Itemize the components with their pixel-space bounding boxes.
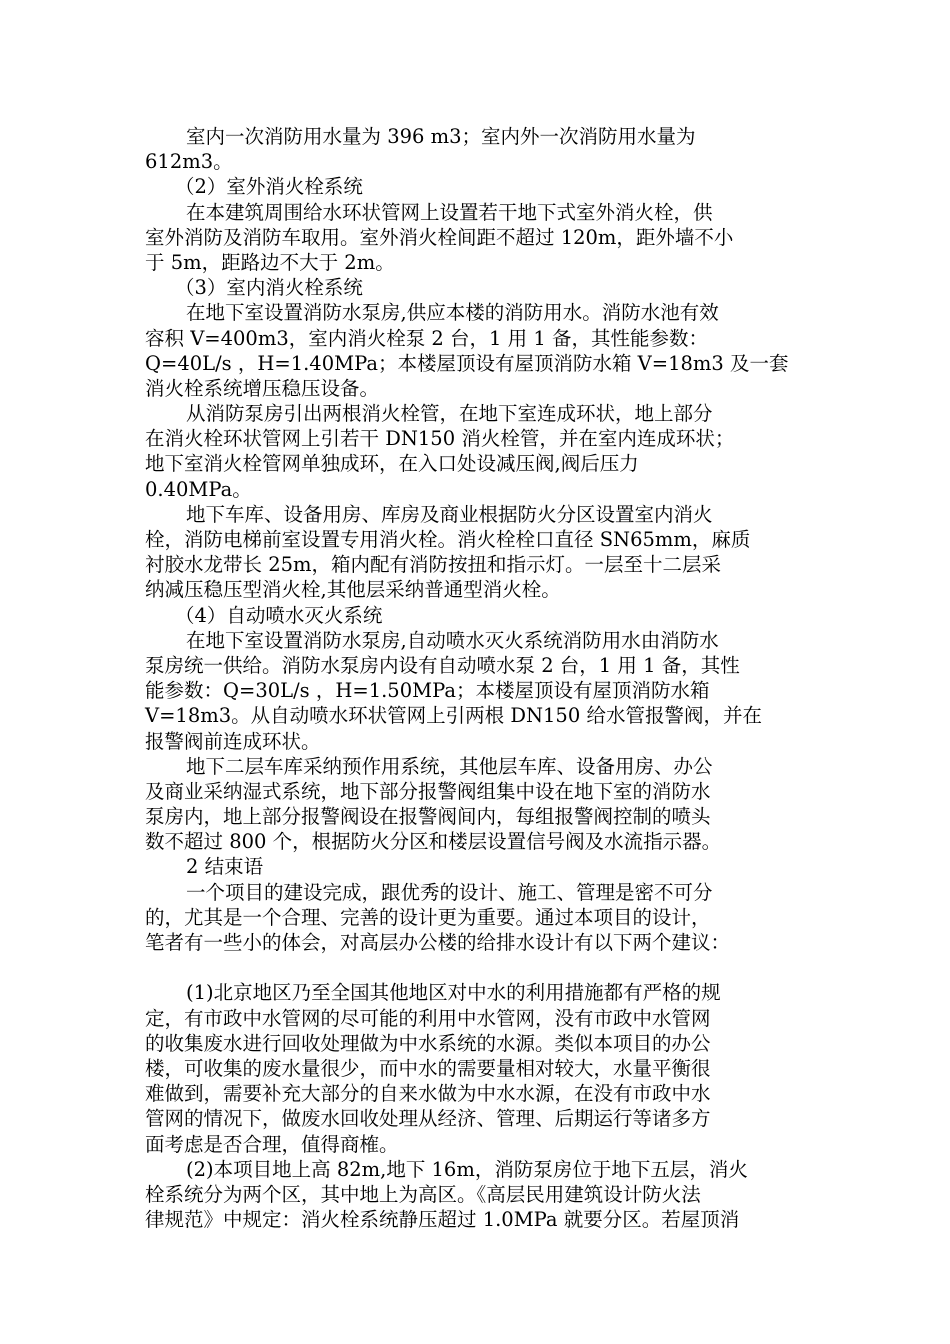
paragraph-line: (2)本项目地上高 82m,地下 16m，消防泵房位于地下五层，消火 — [186, 1157, 748, 1181]
section-heading: （2）室外消火栓系统 — [175, 175, 363, 199]
paragraph-line: 于 5m，距路边不大于 2m。 — [145, 250, 395, 274]
paragraph-line: 在地下室设置消防水泵房,自动喷水灭火系统消防用水由消防水 — [186, 628, 719, 652]
paragraph-line: 室内一次消防用水量为 396 m3；室内外一次消防用水量为 — [186, 125, 696, 148]
section-heading: （3）室内消火栓系统 — [175, 276, 363, 300]
paragraph-line: 能参数：Q=30L/s ，H=1.50MPa；本楼屋顶设有屋顶消防水箱 — [145, 679, 710, 703]
paragraph-line: 面考虑是否合理，值得商榷。 — [145, 1132, 399, 1156]
paragraph-line: 612m3。 — [145, 150, 233, 174]
paragraph-line: 消火栓系统增压稳压设备。 — [145, 376, 380, 400]
paragraph-line: 从消防泵房引出两根消火栓管，在地下室连成环状，地上部分 — [186, 402, 713, 426]
paragraph-line: 栓系统分为两个区，其中地上为高区。《高层民用建筑设计防火法 — [145, 1182, 701, 1206]
paragraph-line: 地下车库、设备用房、库房及商业根据防火分区设置室内消火 — [186, 502, 713, 526]
paragraph-line: 难做到，需要补充大部分的自来水做为中水水源，在没有市政中水 — [145, 1082, 711, 1106]
paragraph-line: 数不超过 800 个，根据防火分区和楼层设置信号阀及水流指示器。 — [145, 830, 722, 854]
paragraph-line: 室外消防及消防车取用。室外消火栓间距不超过 120m，距外墙不小 — [145, 225, 734, 249]
paragraph-line: 楼，可收集的废水量很少，而中水的需要量相对较大，水量平衡很 — [145, 1056, 711, 1080]
paragraph-line: 容积 V=400m3，室内消火栓泵 2 台，1 用 1 备，其性能参数： — [145, 326, 708, 350]
paragraph-line: 栓，消防电梯前室设置专用消火栓。消火栓栓口直径 SN65mm，麻质 — [145, 528, 751, 551]
paragraph-line: 及商业采纳湿式系统，地下部分报警阀组集中设在地下室的消防水 — [145, 779, 711, 803]
paragraph-line: 的收集废水进行回收处理做为中水系统的水源。类似本项目的办公 — [145, 1031, 711, 1055]
paragraph-line: 地下二层车库采纳预作用系统，其他层车库、设备用房、办公 — [186, 754, 713, 778]
paragraph-line: 管网的情况下，做废水回收处理从经济、管理、后期运行等诸多方 — [145, 1107, 711, 1131]
paragraph-line: (1)北京地区乃至全国其他地区对中水的利用措施都有严格的规 — [186, 981, 721, 1005]
paragraph-line: 地下室消火栓管网单独成环，在入口处设减压阀,阀后压力 — [145, 452, 639, 476]
paragraph-line: Q=40L/s ，H=1.40MPa；本楼屋顶设有屋顶消防水箱 V=18m3 及一套 — [145, 351, 789, 375]
section-heading: （4）自动喷水灭火系统 — [175, 603, 383, 627]
blank-line — [145, 955, 815, 980]
paragraph-line: 律规范》中规定：消火栓系统静压超过 1.0MPa 就要分区。若屋顶消 — [145, 1208, 740, 1232]
body-text — [145, 124, 815, 1232]
paragraph-line: 衬胶水龙带长 25m，箱内配有消防按扭和指示灯。一层至十二层采 — [145, 553, 722, 577]
paragraph-line: 泵房统一供给。消防水泵房内设有自动喷水泵 2 台，1 用 1 备，其性 — [145, 653, 740, 677]
paragraph-line: 在本建筑周围给水环状管网上设置若干地下式室外消火栓，供 — [186, 200, 713, 224]
paragraph-line: 定，有市政中水管网的尽可能的利用中水管网，没有市政中水管网 — [145, 1006, 711, 1030]
paragraph-line: 纳减压稳压型消火栓,其他层采纳普通型消火栓。 — [145, 578, 561, 602]
paragraph-line: 一个项目的建设完成，跟优秀的设计、施工、管理是密不可分 — [186, 880, 713, 904]
paragraph-line: 0.40MPa。 — [145, 477, 252, 501]
paragraph-line: 泵房内，地上部分报警阀设在报警阀间内，每组报警阀控制的喷头 — [145, 805, 711, 829]
paragraph-line: 在消火栓环状管网上引若干 DN150 消火栓管，并在室内连成环状； — [145, 427, 735, 451]
paragraph-line: 的，尤其是一个合理、完善的设计更为重要。通过本项目的设计， — [145, 905, 711, 929]
paragraph-line: 笔者有一些小的体会，对高层办公楼的给排水设计有以下两个建议： — [145, 931, 731, 954]
paragraph-line: 在地下室设置消防水泵房,供应本楼的消防用水。消防水池有效 — [186, 301, 719, 325]
paragraph-line: V=18m3。从自动喷水环状管网上引两根 DN150 给水管报警阀，并在 — [145, 704, 762, 728]
paragraph-line: 报警阀前连成环状。 — [145, 729, 321, 753]
section-heading: 2 结束语 — [186, 855, 264, 879]
